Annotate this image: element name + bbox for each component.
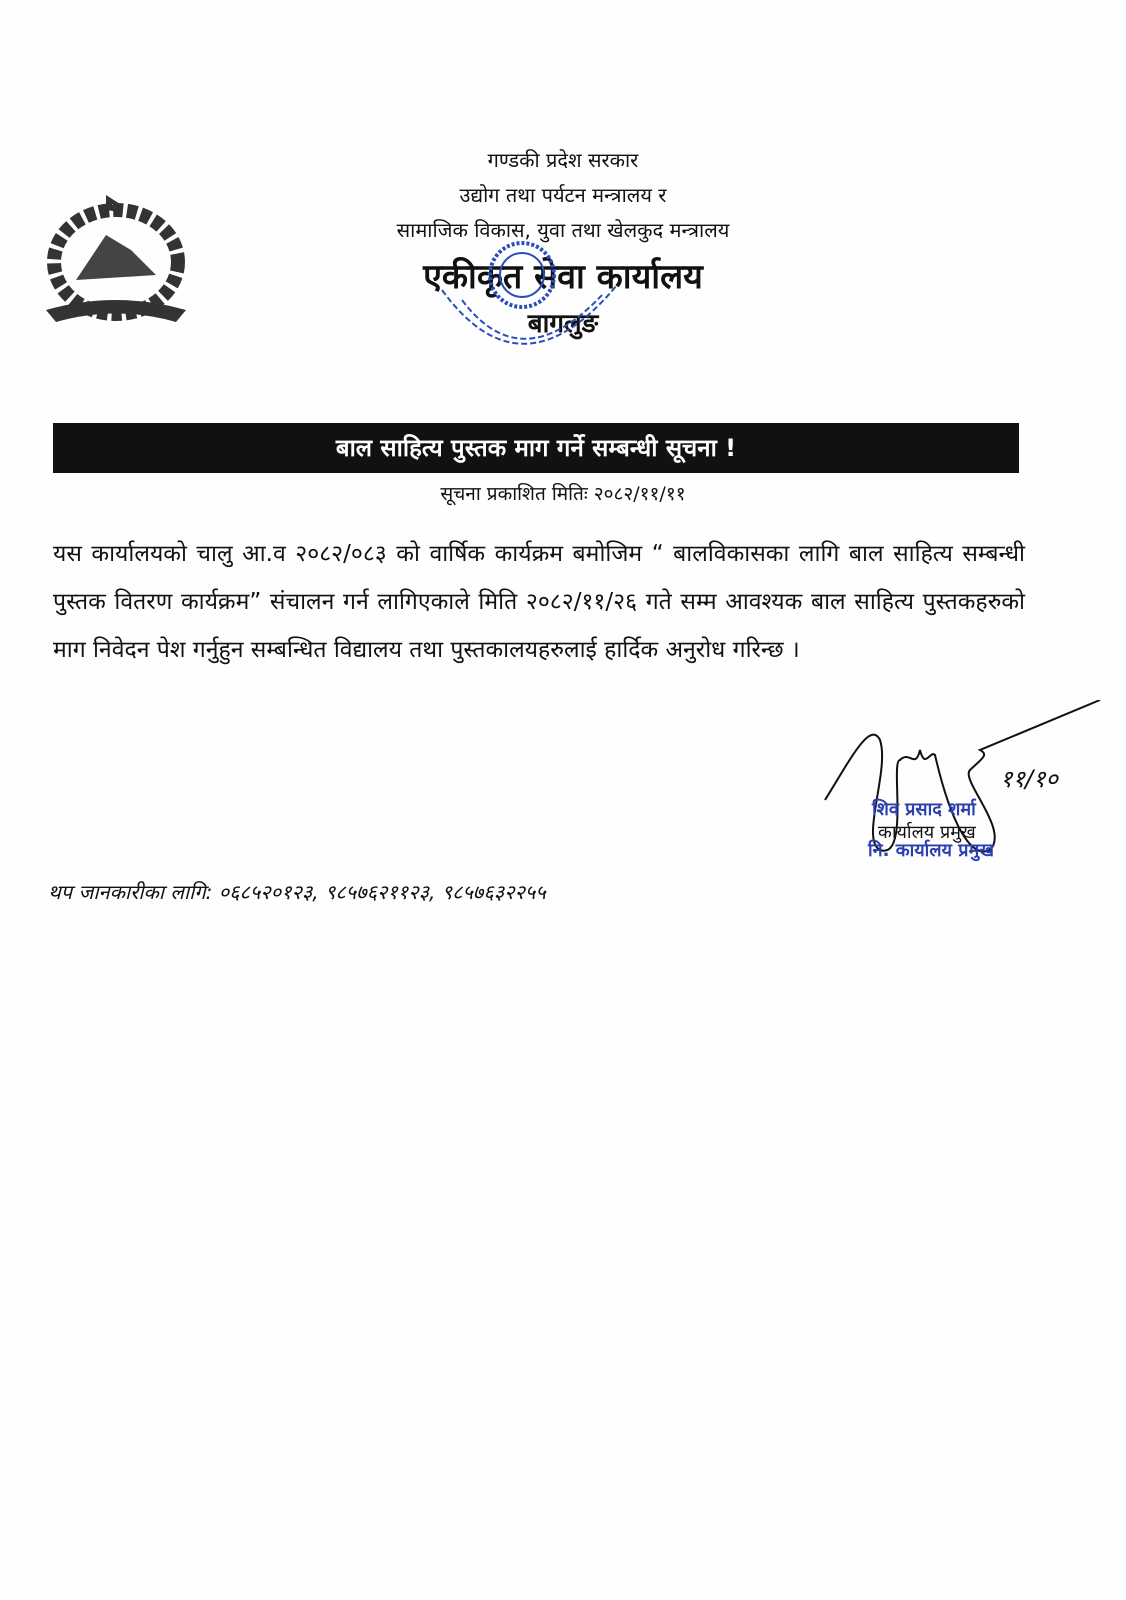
notice-title: बाल साहित्य पुस्तक माग गर्ने सम्बन्धी सूचना ! bbox=[53, 423, 1019, 473]
ministry-line-1: उद्योग तथा पर्यटन मन्त्रालय र bbox=[459, 183, 667, 207]
signature-date: ११/१० bbox=[1000, 765, 1059, 793]
office-name: एकीकृत सेवा कार्यालय bbox=[423, 257, 703, 297]
office-location: बागलुङ bbox=[527, 309, 599, 339]
notice-body: यस कार्यालयको चालु आ.व २०८२/०८३ को वार्षिक कार्यक्रम बमोजिम “ बालविकासका लागि बाल साहित्य सम्बन्धी पुस्तक वितरण कार्यक्रम” संचालन गर्न लागिएकाले मिति २०८२/११/२६ गते सम्म आवश्यक बाल साहित्य पुस्तकहरुको माग निवेदन पेश गर्नुहुन सम्बन्धित विद्यालय तथा पुस्तकालयहरुलाई हार्दिक अनुरोध गरिन्छ । bbox=[53, 541, 1025, 663]
office-stamp-icon bbox=[432, 230, 632, 400]
published-date: सूचना प्रकाशित मितिः २०८२/११/११ bbox=[440, 483, 686, 505]
government-name: गण्डकी प्रदेश सरकार bbox=[487, 148, 639, 172]
signatory-title: कार्यालय प्रमुख bbox=[878, 822, 976, 843]
signatory-position: नि. कार्यालय प्रमुख bbox=[868, 840, 994, 861]
contact-info: थप जानकारीका लागि: ०६८५२०१२३, ९८५७६२११२३, ९८५७६३२२५५ bbox=[48, 880, 546, 904]
signatory-name: शिव प्रसाद शर्मा bbox=[872, 799, 976, 820]
ministry-line-2: सामाजिक विकास, युवा तथा खेलकुद मन्त्रालय bbox=[396, 218, 730, 242]
